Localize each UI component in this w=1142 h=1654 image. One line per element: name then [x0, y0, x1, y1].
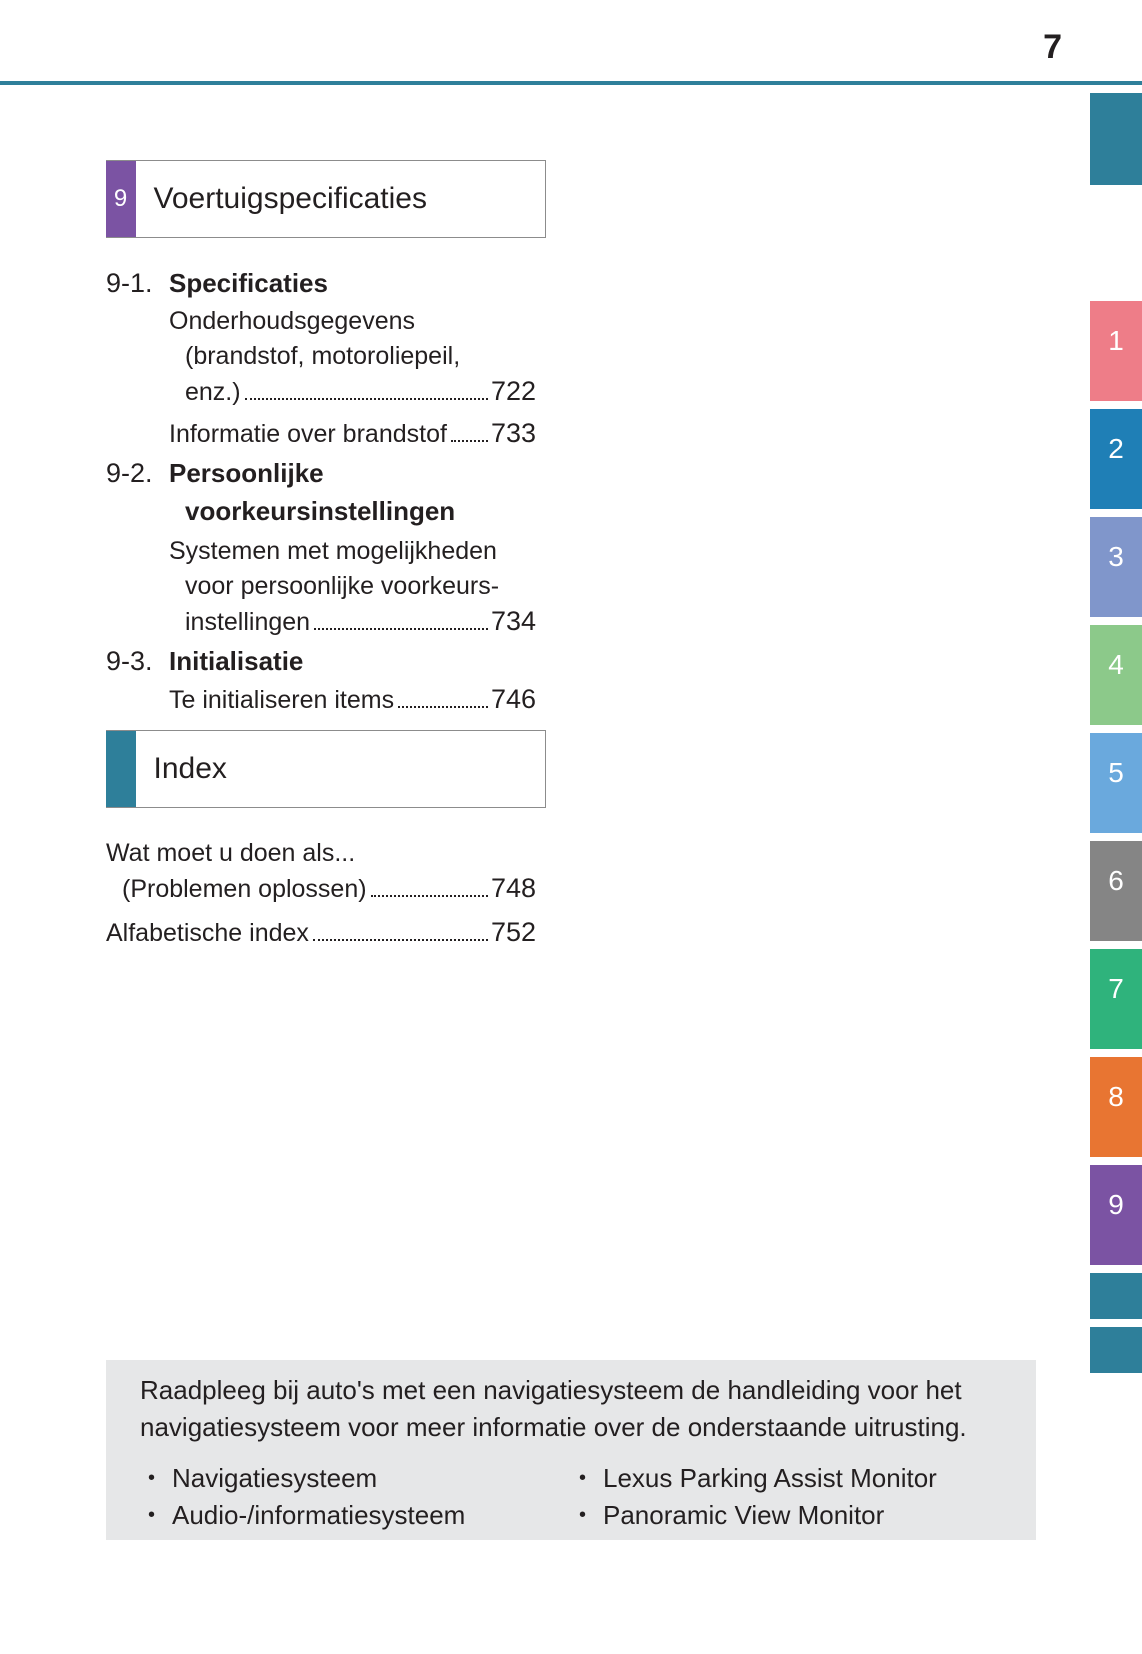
subsection-9-3-heading[interactable]: 9-3. Initialisatie — [106, 646, 304, 676]
page-number: 7 — [1043, 28, 1062, 66]
bullet-item: • Navigatiesysteem — [140, 1460, 571, 1497]
section-9-toc — [106, 266, 536, 718]
dot-leader — [313, 938, 488, 941]
dot-leader — [371, 894, 488, 897]
chapter-tab-top[interactable] — [1090, 93, 1142, 185]
subsection-9-2-heading-cont: voorkeursinstellingen — [185, 496, 456, 526]
notice-text-line-2: navigatiesysteem voor meer informatie over de onderstaande uitrusting. — [140, 1412, 967, 1442]
bullet-item: • Audio-/informatiesysteem — [140, 1497, 571, 1534]
notice-text-line-1: Raadpleeg bij auto's met een navigatiesysteem de handleiding voor het — [140, 1375, 962, 1405]
index-marker — [106, 731, 136, 807]
chapter-tab-1[interactable]: 1 — [1090, 301, 1142, 401]
chapter-tab-8[interactable]: 8 — [1090, 1057, 1142, 1157]
section-9-title: Voertuigspecificaties — [153, 182, 427, 215]
dot-leader — [314, 627, 488, 630]
bullet-item: • Lexus Parking Assist Monitor — [571, 1460, 1002, 1497]
page-ref: 748 — [490, 873, 536, 903]
index-entry[interactable]: Wat moet u doen als... (Problemen oplossen) 748 — [106, 836, 536, 907]
bullet-item: • Panoramic View Monitor — [571, 1497, 1002, 1534]
dot-leader — [398, 705, 488, 708]
section-9-number: 9 — [106, 161, 136, 237]
chapter-tab-3[interactable]: 3 — [1090, 517, 1142, 617]
chapter-tab-5[interactable]: 5 — [1090, 733, 1142, 833]
chapter-tab-6[interactable]: 6 — [1090, 841, 1142, 941]
bullet-list-left — [140, 1460, 571, 1534]
section-9-header — [106, 160, 546, 238]
toc-entry[interactable]: Systemen met mogelijkheden voor persoonlijke voorkeurs- instellingen 734 — [106, 534, 536, 640]
toc-entry[interactable]: Onderhoudsgegevens (brandstof, motoroliepeil, enz.) 722 — [106, 304, 536, 410]
bullet-list-right — [571, 1460, 1002, 1534]
index-entry[interactable]: Alfabetische index 752 — [106, 915, 536, 951]
index-section-header — [106, 730, 546, 808]
notice-bullets — [140, 1460, 1002, 1534]
page-ref: 734 — [490, 606, 536, 636]
dot-leader — [245, 397, 488, 400]
toc-entry[interactable]: Te initialiseren items 746 — [106, 682, 536, 718]
toc-entry[interactable]: Informatie over brandstof 733 — [106, 416, 536, 452]
chapter-tab-index-b[interactable] — [1090, 1327, 1142, 1373]
chapter-tab-9[interactable]: 9 — [1090, 1165, 1142, 1265]
header-rule — [0, 81, 1142, 85]
page-ref: 752 — [490, 917, 536, 947]
dot-leader — [451, 439, 488, 442]
index-title: Index — [153, 752, 227, 785]
page-ref: 722 — [490, 376, 536, 406]
chapter-tab-2[interactable]: 2 — [1090, 409, 1142, 509]
chapter-tab-7[interactable]: 7 — [1090, 949, 1142, 1049]
chapter-tab-4[interactable]: 4 — [1090, 625, 1142, 725]
index-list — [106, 836, 536, 951]
chapter-tab-index-a[interactable] — [1090, 1273, 1142, 1319]
navigation-notice — [106, 1360, 1036, 1540]
subsection-9-2-heading[interactable]: 9-2. Persoonlijke — [106, 458, 324, 488]
subsection-9-1-heading[interactable]: 9-1. Specificaties — [106, 268, 328, 298]
page-ref: 733 — [490, 418, 536, 448]
page-ref: 746 — [490, 684, 536, 714]
